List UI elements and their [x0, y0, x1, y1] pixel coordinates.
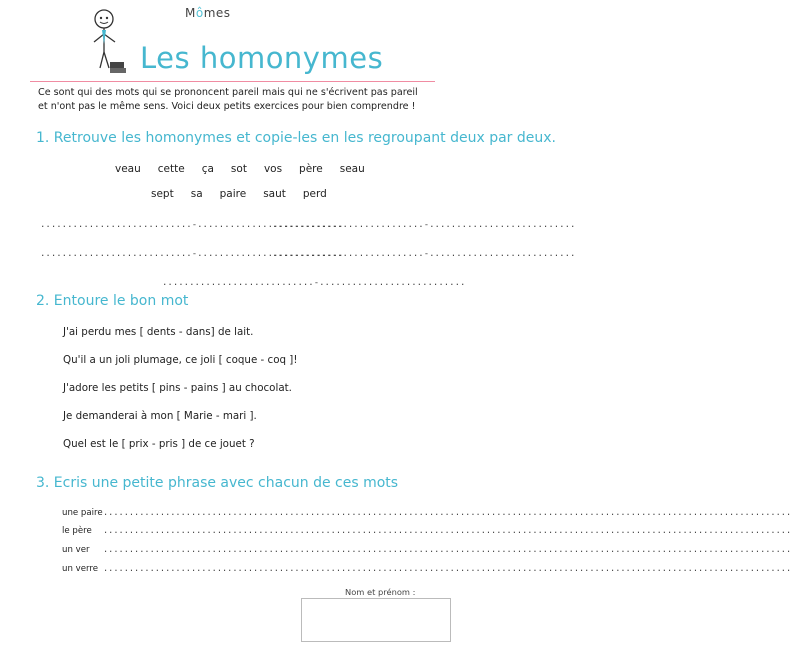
section-3-title: 3. Ecris une petite phrase avec chacun de ces mots [36, 475, 399, 491]
answer-blank[interactable]: ............................-........................... [40, 249, 344, 259]
word-label: une paire [62, 508, 103, 518]
intro-text [38, 86, 448, 113]
writing-line[interactable]: ..................................................................................................................................... [103, 508, 791, 518]
brand-logo: Mômes [185, 6, 231, 20]
exercise-sentence: J'ai perdu mes [ dents - dans] de lait. [63, 326, 254, 338]
writing-line[interactable]: ..................................................................................................................................... [103, 564, 791, 574]
answer-blank[interactable]: ............................-........................... [272, 220, 576, 230]
intro-line-1: Ce sont qui des mots qui se prononcent pareil mais qui ne s'écrivent pas pareil [38, 87, 418, 98]
word-label: un ver [62, 545, 90, 555]
word-label: un verre [62, 564, 99, 574]
name-input-box[interactable] [301, 598, 451, 642]
word: saut [263, 188, 286, 200]
word: sept [151, 188, 174, 200]
word: sa [190, 188, 203, 200]
word-label: le père [62, 526, 92, 536]
answer-blank[interactable]: ............................-........................... [272, 249, 576, 259]
word: ça [201, 163, 214, 175]
section-1-title: 1. Retrouve les homonymes et copie-les en les regroupant deux par deux. [36, 130, 556, 146]
word: paire [219, 188, 247, 200]
exercise-sentence: Quel est le [ prix - pris ] de ce jouet ? [63, 438, 255, 450]
exercise-sentence: Je demanderai à mon [ Marie - mari ]. [63, 410, 257, 422]
writing-line[interactable]: ..................................................................................................................................... [103, 526, 791, 536]
intro-line-2: et n'ont pas le même sens. Voici deux petits exercices pour bien comprendre ! [38, 100, 416, 112]
writing-line[interactable]: ..................................................................................................................................... [103, 545, 791, 555]
word: perd [302, 188, 327, 200]
word-row-1 [115, 163, 382, 175]
name-label: Nom et prénom : [345, 587, 416, 597]
mascot-illustration [82, 6, 134, 78]
word: seau [339, 163, 365, 175]
word: sot [230, 163, 247, 175]
word: cette [157, 163, 185, 175]
exercise-sentence: J'adore les petits [ pins - pains ] au chocolat. [63, 382, 292, 394]
word: père [299, 163, 323, 175]
word: veau [115, 163, 141, 175]
word-row-2 [151, 188, 344, 200]
answer-blank[interactable]: ............................-........................... [40, 220, 344, 230]
answer-blank[interactable]: ............................-........................... [162, 278, 466, 288]
section-2-title: 2. Entoure le bon mot [36, 293, 189, 309]
page-title: Les homonymes [140, 41, 384, 75]
word: vos [263, 163, 283, 175]
exercise-sentence: Qu'il a un joli plumage, ce joli [ coque - coq ]! [63, 354, 298, 366]
title-divider [30, 81, 435, 82]
